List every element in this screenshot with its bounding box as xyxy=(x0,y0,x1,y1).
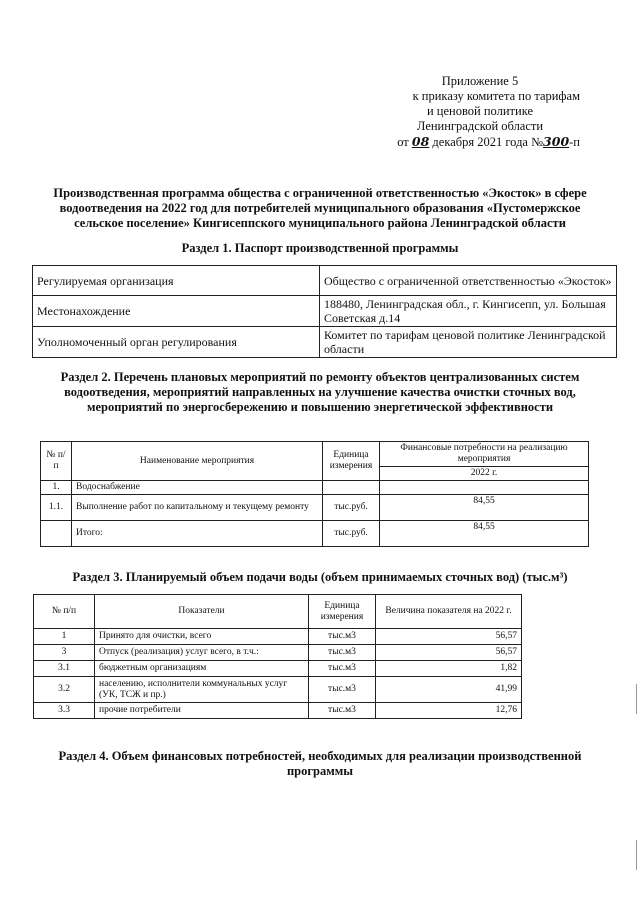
section3-heading: Раздел 3. Планируемый объем подачи воды (объем принимаемых сточных вод) (тыс.м³) xyxy=(72,570,568,584)
table-header-row xyxy=(34,595,522,629)
passport-value: 188480, Ленинградская обл., г. Кингисепп, ул. Большая Советская д.14 xyxy=(320,296,617,327)
empty-cell xyxy=(323,481,380,495)
title-line: водоотведения на 2022 год для потребителей муниципального образования «Пустомержское xyxy=(59,201,581,215)
table-row xyxy=(41,495,589,521)
measures-table xyxy=(40,441,589,547)
passport-table xyxy=(32,265,617,358)
section1-heading: Раздел 1. Паспорт производственной программы xyxy=(181,241,459,255)
title-line: сельское поселение» Кингисеппского муниципального района Ленинградской области xyxy=(74,216,566,230)
doc-suffix: -п xyxy=(569,135,580,149)
col-name-header: Показатели xyxy=(95,595,309,629)
date-rest: декабря 2021 года № xyxy=(432,135,544,149)
scan-artifact xyxy=(636,840,637,870)
col-unit-header: Единица измерения xyxy=(309,595,376,629)
row-num: 1 xyxy=(34,629,95,645)
table-row xyxy=(34,703,522,719)
doc-number: 300 xyxy=(543,134,570,149)
col-name-header: Наименование мероприятия xyxy=(72,442,323,481)
row-unit: тыс.м3 xyxy=(309,703,376,719)
appendix-line: к приказу комитета по тарифам xyxy=(412,89,580,103)
table-header-row xyxy=(41,442,589,467)
table-row xyxy=(41,481,589,495)
row-unit: тыс.м3 xyxy=(309,661,376,677)
appendix-date-line xyxy=(320,134,580,150)
table-row xyxy=(34,645,522,661)
heading-line: мероприятий по энергосбережению и повышению энергетической эффективности xyxy=(86,400,554,414)
col-value-header: Величина показателя на 2022 г. xyxy=(376,595,522,629)
row-num: 1.1. xyxy=(41,495,72,521)
heading-line: водоотведения, мероприятий направленных на улучшение качества очистки сточных вод, xyxy=(64,385,576,399)
heading-line: Раздел 2. Перечень плановых мероприятий по ремонту объектов централизованных систем xyxy=(60,370,580,384)
total-row xyxy=(41,521,589,547)
document-title xyxy=(50,186,590,231)
date-prefix: от xyxy=(397,135,409,149)
row-unit: тыс.м3 xyxy=(309,677,376,703)
title-line: Производственная программа общества с ограниченной ответственностью «Экосток» в сфере xyxy=(53,186,587,200)
appendix-line: Приложение 5 xyxy=(441,74,519,88)
row-num: 3.2 xyxy=(34,677,95,703)
group-name: Водоснабжение xyxy=(72,481,323,495)
section2-heading xyxy=(50,370,590,415)
row-name: бюджетным организациям xyxy=(95,661,309,677)
row-num: 3 xyxy=(34,645,95,661)
passport-label: Местонахождение xyxy=(33,296,320,327)
row-unit: тыс.м3 xyxy=(309,645,376,661)
row-num: 3.1 xyxy=(34,661,95,677)
heading-line: программы xyxy=(286,764,354,778)
table-row xyxy=(34,677,522,703)
row-value: 84,55 xyxy=(380,495,589,521)
empty-cell xyxy=(380,481,589,495)
col-year-header: 2022 г. xyxy=(380,467,589,481)
row-unit: тыс.м3 xyxy=(309,629,376,645)
group-num: 1. xyxy=(41,481,72,495)
appendix-line: и ценовой политике xyxy=(426,104,534,118)
date-day: 08 xyxy=(411,134,430,149)
row-num: 3.3 xyxy=(34,703,95,719)
passport-value: Общество с ограниченной ответственностью «Экосток» xyxy=(320,266,617,296)
row-unit: тыс.руб. xyxy=(323,495,380,521)
section4-heading xyxy=(50,749,590,779)
total-value: 84,55 xyxy=(380,521,589,547)
row-value: 41,99 xyxy=(376,677,522,703)
table-row xyxy=(34,661,522,677)
appendix-block xyxy=(320,74,580,150)
row-value: 12,76 xyxy=(376,703,522,719)
passport-value: Комитет по тарифам ценовой политике Ленинградской области xyxy=(320,327,617,358)
scan-artifact xyxy=(636,684,637,714)
row-value: 56,57 xyxy=(376,645,522,661)
col-num-header: № п/п xyxy=(34,595,95,629)
row-value: 56,57 xyxy=(376,629,522,645)
passport-label: Уполномоченный орган регулирования xyxy=(33,327,320,358)
table-row xyxy=(33,327,617,358)
table-row xyxy=(34,629,522,645)
volume-table xyxy=(33,594,522,719)
table-row xyxy=(33,296,617,327)
row-name: прочие потребители xyxy=(95,703,309,719)
row-name: населению, исполнители коммунальных услуг (УК, ТСЖ и пр.) xyxy=(95,677,309,703)
col-num-header: № п/п xyxy=(41,442,72,481)
row-name: Принято для очистки, всего xyxy=(95,629,309,645)
appendix-line: Ленинградской области xyxy=(416,119,544,133)
heading-line: Раздел 4. Объем финансовых потребностей, необходимых для реализации производственной xyxy=(58,749,582,763)
row-value: 1,82 xyxy=(376,661,522,677)
col-unit-header: Единица измерения xyxy=(323,442,380,481)
passport-label: Регулируемая организация xyxy=(33,266,320,296)
table-row xyxy=(33,266,617,296)
empty-cell xyxy=(41,521,72,547)
col-finance-header: Финансовые потребности на реализацию мероприятия xyxy=(380,442,589,467)
total-unit: тыс.руб. xyxy=(323,521,380,547)
row-name: Выполнение работ по капитальному и текущему ремонту xyxy=(72,495,323,521)
total-label: Итого: xyxy=(72,521,323,547)
row-name: Отпуск (реализация) услуг всего, в т.ч.: xyxy=(95,645,309,661)
